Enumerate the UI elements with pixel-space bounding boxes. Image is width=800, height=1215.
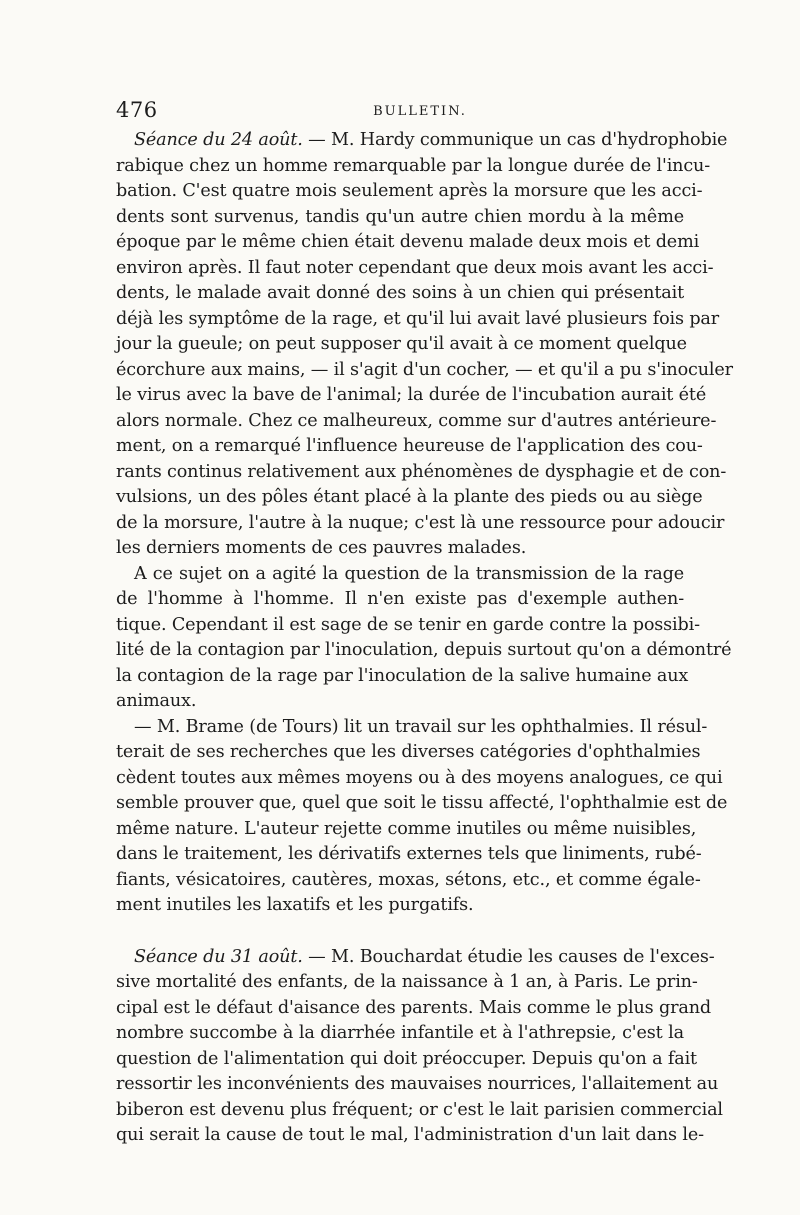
text-line: la contagion de la rage par l'inoculation de la salive humaine aux xyxy=(116,665,689,686)
text-line: tique. Cependant il est sage de se tenir en garde contre la possibi- xyxy=(116,614,700,635)
text-line: même nature. L'auteur rejette comme inutiles ou même nuisibles, xyxy=(116,818,697,839)
text-line: A ce sujet on a agité la question de la transmission de la rage xyxy=(134,563,684,584)
text-line: qui serait la cause de tout le mal, l'administration d'un lait dans le- xyxy=(116,1125,704,1145)
section-gap xyxy=(116,919,684,945)
text-line: — M. Brame (de Tours) lit un travail sur les ophthalmies. Il résul- xyxy=(134,716,708,737)
text-line: question de l'alimentation qui doit préoccuper. Depuis qu'on a fait xyxy=(116,1048,697,1069)
text-line: dents sont survenus, tandis qu'un autre chien mordu à la même xyxy=(116,206,684,227)
running-head: BULLETIN. xyxy=(373,104,467,119)
text-line: semble prouver que, quel que soit le tissu affecté, l'ophthalmie est de xyxy=(116,793,728,813)
text-line: nombre succombe à la diarrhée infantile et à l'athrepsie, c'est la xyxy=(116,1023,684,1043)
session-heading: Séance du 31 août. xyxy=(134,946,303,967)
text-line: cipal est le défaut d'aisance des parents. Mais comme le plus grand xyxy=(116,997,712,1018)
text-line: déjà les symptôme de la rage, et qu'il lui avait lavé plusieurs fois par xyxy=(116,308,720,329)
text-line: de l'homme à l'homme. Il n'en existe pas d'exemple authen- xyxy=(116,589,684,609)
paragraph-seance-24-aout xyxy=(116,128,733,562)
text-line: le virus avec la bave de l'animal; la durée de l'incubation aurait été xyxy=(116,385,707,405)
text-line: de la morsure, l'autre à la nuque; c'est là une ressource pour adoucir xyxy=(116,512,725,533)
text-line: rabique chez un homme remarquable par la longue durée de l'incu- xyxy=(116,155,711,176)
text-line: ment inutiles les laxatifs et les purgatifs. xyxy=(116,895,474,915)
text-line: ressortir les inconvénients des mauvaises nourrices, l'allaitement au xyxy=(116,1074,719,1094)
text-line: environ après. Il faut noter cependant que deux mois avant les acci- xyxy=(116,257,714,278)
text-line: rants continus relativement aux phénomènes de dysphagie et de con- xyxy=(116,461,727,482)
text-line: Séance du 31 août. — M. Bouchardat étudie les causes de l'exces- xyxy=(134,946,715,967)
text-line: époque par le même chien était devenu malade deux mois et demi xyxy=(116,232,700,252)
text-line: alors normale. Chez ce malheureux, comme sur d'autres antérieure- xyxy=(116,410,717,431)
page-header xyxy=(116,98,684,124)
text-line: fiants, vésicatoires, cautères, moxas, sétons, etc., et comme égale- xyxy=(116,869,701,890)
text-line: ment, on a remarqué l'influence heureuse de l'application des cou- xyxy=(116,436,703,456)
text-line: dents, le malade avait donné des soins à un chien qui présentait xyxy=(116,283,684,303)
text-body xyxy=(116,128,733,1149)
text-line: cèdent toutes aux mêmes moyens ou à des moyens analogues, ce qui xyxy=(116,767,723,788)
paragraph-seance-31-aout xyxy=(116,945,723,1149)
text-line: bation. C'est quatre mois seulement après la morsure que les acci- xyxy=(116,181,703,201)
session-heading: Séance du 24 août. xyxy=(134,130,303,150)
text-line: terait de ses recherches que les diverses catégories d'ophthalmies xyxy=(116,742,701,762)
text-line: Séance du 24 août. — M. Hardy communique un cas d'hydrophobie xyxy=(134,130,728,150)
text-line: sive mortalité des enfants, de la naissance à 1 an, à Paris. Le prin- xyxy=(116,972,698,992)
text-line: dans le traitement, les dérivatifs externes tels que liniments, rubé- xyxy=(116,844,702,864)
text-line: lité de la contagion par l'inoculation, depuis surtout qu'on a démontré xyxy=(116,640,732,660)
text-line: jour la gueule; on peut supposer qu'il avait à ce moment quelque xyxy=(116,334,687,354)
text-line: les derniers moments de ces pauvres malades. xyxy=(116,538,527,558)
text-line: animaux. xyxy=(116,691,197,711)
text-line: écorchure aux mains, — il s'agit d'un cocher, — et qu'il a pu s'inoculer xyxy=(116,359,733,380)
paragraph-brame xyxy=(116,715,728,919)
page-number: 476 xyxy=(116,98,158,122)
paragraph-transmission xyxy=(116,562,732,715)
text-line: biberon est devenu plus fréquent; or c'est le lait parisien commercial xyxy=(116,1099,723,1120)
text-line: vulsions, un des pôles étant placé à la plante des pieds ou au siège xyxy=(116,487,703,507)
